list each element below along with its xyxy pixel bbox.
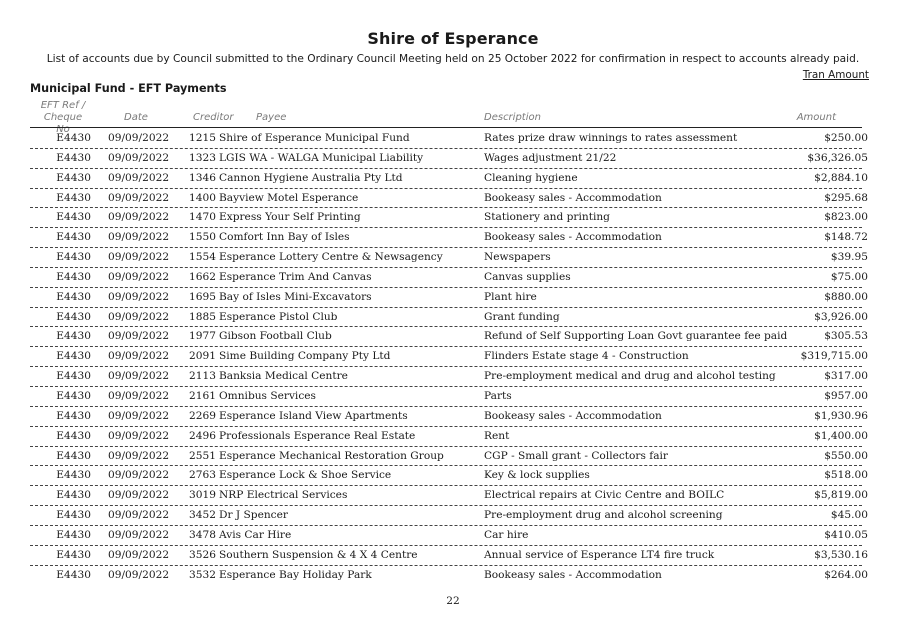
row-date: 09/09/2022 [108, 429, 170, 442]
row-description: Plant hire [484, 290, 537, 303]
row-amount: $45.00 [830, 509, 868, 522]
row-ref: E4430 [56, 509, 91, 522]
row-description: Pre-employment medical and drug and alcohol testing [484, 370, 776, 383]
row-creditor: 1323 [189, 151, 216, 164]
header-rule [30, 127, 862, 128]
row-payee: Express Your Self Printing [219, 211, 361, 224]
row-creditor: 1400 [189, 191, 216, 204]
table-row [0, 566, 906, 586]
table-row [0, 327, 906, 347]
row-date: 09/09/2022 [108, 509, 170, 522]
row-amount: $823.00 [824, 211, 868, 224]
row-date: 09/09/2022 [108, 330, 170, 343]
row-ref: E4430 [56, 370, 91, 383]
row-date: 09/09/2022 [108, 370, 170, 383]
row-description: Cleaning hygiene [484, 171, 578, 184]
column-header-payee: Payee [256, 112, 287, 123]
row-payee: Shire of Esperance Municipal Fund [219, 132, 410, 144]
row-creditor: 1885 [189, 310, 216, 323]
row-date: 09/09/2022 [108, 489, 170, 502]
row-ref: E4430 [56, 350, 91, 363]
tran-amount-label: Tran Amount [802, 69, 869, 81]
row-ref: E4430 [56, 449, 91, 462]
row-ref: E4430 [56, 568, 91, 581]
row-date: 09/09/2022 [108, 528, 170, 541]
row-date: 09/09/2022 [108, 568, 170, 581]
row-date: 09/09/2022 [108, 409, 170, 422]
row-amount: $39.95 [830, 251, 868, 264]
payments-table [0, 129, 906, 585]
row-payee: Bayview Motel Esperance [219, 191, 359, 204]
row-date: 09/09/2022 [108, 270, 170, 283]
row-creditor: 3452 [189, 509, 216, 522]
column-header-ref-line1: EFT Ref / [40, 100, 86, 111]
row-date: 09/09/2022 [108, 191, 170, 204]
row-date: 09/09/2022 [108, 290, 170, 303]
row-description: Bookeasy sales - Accommodation [484, 231, 662, 244]
row-description: Annual service of Esperance LT4 fire truck [484, 548, 715, 561]
row-description: Parts [484, 389, 512, 402]
row-ref: E4430 [56, 469, 91, 482]
document-subtitle: List of accounts due by Council submitted to the Ordinary Council Meeting held on 25 October 2022 for confirmation in respect to accounts already paid. [46, 53, 860, 65]
row-ref: E4430 [56, 132, 91, 144]
row-ref: E4430 [56, 171, 91, 184]
section-title: Municipal Fund - EFT Payments [30, 82, 227, 95]
row-amount: $305.53 [824, 330, 868, 343]
row-description: Refund of Self Supporting Loan Govt guarantee fee paid [484, 330, 788, 343]
row-creditor: 1695 [189, 290, 216, 303]
page-number: 22 [446, 595, 460, 607]
row-ref: E4430 [56, 528, 91, 541]
table-row [0, 129, 906, 149]
row-amount: $1,400.00 [814, 429, 868, 442]
row-ref: E4430 [56, 270, 91, 283]
row-description: Canvas supplies [484, 270, 571, 283]
row-amount: $75.00 [830, 270, 868, 283]
row-payee: Avis Car Hire [219, 528, 292, 541]
row-description: Flinders Estate stage 4 - Construction [484, 350, 689, 363]
row-payee: Esperance Mechanical Restoration Group [219, 449, 444, 462]
table-row [0, 169, 906, 189]
row-payee: Omnibus Services [219, 389, 316, 402]
row-creditor: 1554 [189, 251, 216, 264]
row-creditor: 3532 [189, 568, 216, 581]
row-ref: E4430 [56, 489, 91, 502]
row-creditor: 3478 [189, 528, 216, 541]
row-amount: $1,930.96 [814, 409, 868, 422]
table-row [0, 208, 906, 228]
row-ref: E4430 [56, 389, 91, 402]
row-amount: $550.00 [824, 449, 868, 462]
row-description: Bookeasy sales - Accommodation [484, 568, 662, 581]
table-row [0, 189, 906, 209]
row-description: Pre-employment drug and alcohol screening [484, 509, 723, 522]
column-header-amount: Amount [796, 112, 836, 123]
table-row [0, 486, 906, 506]
row-payee: Professionals Esperance Real Estate [219, 429, 416, 442]
table-row [0, 387, 906, 407]
table-row [0, 308, 906, 328]
row-ref: E4430 [56, 429, 91, 442]
table-row [0, 367, 906, 387]
row-amount: $410.05 [824, 528, 868, 541]
row-date: 09/09/2022 [108, 151, 170, 164]
row-description: Bookeasy sales - Accommodation [484, 191, 662, 204]
row-description: Electrical repairs at Civic Centre and BOILC [484, 489, 725, 502]
row-amount: $319,715.00 [800, 350, 868, 363]
table-row [0, 347, 906, 367]
row-creditor: 1470 [189, 211, 216, 224]
table-row [0, 248, 906, 268]
row-ref: E4430 [56, 251, 91, 264]
row-description: Car hire [484, 528, 529, 541]
row-ref: E4430 [56, 409, 91, 422]
table-row [0, 447, 906, 467]
row-payee: Esperance Island View Apartments [219, 409, 408, 422]
column-header-creditor: Creditor [193, 112, 234, 123]
table-row [0, 546, 906, 566]
row-payee: Bay of Isles Mini-Excavators [219, 290, 372, 303]
row-ref: E4430 [56, 548, 91, 561]
row-amount: $250.00 [824, 132, 868, 144]
table-row [0, 506, 906, 526]
row-date: 09/09/2022 [108, 171, 170, 184]
row-creditor: 2269 [189, 409, 216, 422]
row-payee: Comfort Inn Bay of Isles [219, 231, 350, 244]
row-payee: NRP Electrical Services [219, 489, 348, 502]
row-amount: $3,926.00 [814, 310, 868, 323]
row-ref: E4430 [56, 290, 91, 303]
document-title: Shire of Esperance [367, 29, 539, 48]
row-payee: Dr J Spencer [219, 509, 288, 522]
row-payee: Esperance Pistol Club [219, 310, 338, 323]
row-creditor: 1550 [189, 231, 216, 244]
row-creditor: 1346 [189, 171, 216, 184]
row-payee: Esperance Lottery Centre & Newsagency [219, 251, 443, 264]
row-payee: Esperance Bay Holiday Park [219, 568, 372, 581]
row-amount: $36,326.05 [807, 151, 868, 164]
row-date: 09/09/2022 [108, 211, 170, 224]
row-description: Newspapers [484, 251, 551, 264]
table-row [0, 466, 906, 486]
row-ref: E4430 [56, 330, 91, 343]
table-row [0, 288, 906, 308]
row-creditor: 2091 [189, 350, 216, 363]
table-row [0, 407, 906, 427]
table-row [0, 228, 906, 248]
column-header-date: Date [124, 112, 148, 123]
row-description: Key & lock supplies [484, 469, 590, 482]
row-creditor: 3526 [189, 548, 216, 561]
table-row [0, 427, 906, 447]
table-row [0, 149, 906, 169]
row-date: 09/09/2022 [108, 548, 170, 561]
row-payee: Cannon Hygiene Australia Pty Ltd [219, 171, 403, 184]
row-date: 09/09/2022 [108, 449, 170, 462]
column-header-description: Description [484, 112, 541, 123]
row-date: 09/09/2022 [108, 469, 170, 482]
row-payee: Gibson Football Club [219, 330, 332, 343]
row-creditor: 3019 [189, 489, 216, 502]
row-creditor: 2161 [189, 389, 216, 402]
row-creditor: 1977 [189, 330, 216, 343]
row-payee: Esperance Lock & Shoe Service [219, 469, 392, 482]
row-creditor: 1215 [189, 132, 216, 144]
row-payee: Banksia Medical Centre [219, 370, 348, 383]
row-ref: E4430 [56, 191, 91, 204]
row-description: Rates prize draw winnings to rates assessment [484, 132, 738, 144]
row-creditor: 1662 [189, 270, 216, 283]
row-description: Grant funding [484, 310, 560, 323]
row-date: 09/09/2022 [108, 389, 170, 402]
row-date: 09/09/2022 [108, 132, 170, 144]
row-description: Wages adjustment 21/22 [484, 151, 617, 164]
table-row [0, 526, 906, 546]
row-amount: $3,530.16 [814, 548, 868, 561]
row-ref: E4430 [56, 310, 91, 323]
row-creditor: 2113 [189, 370, 216, 383]
row-payee: LGIS WA - WALGA Municipal Liability [219, 151, 424, 164]
row-description: CGP - Small grant - Collectors fair [484, 449, 668, 462]
row-amount: $2,884.10 [814, 171, 868, 184]
row-amount: $317.00 [824, 370, 868, 383]
row-payee: Southern Suspension & 4 X 4 Centre [219, 548, 418, 561]
row-date: 09/09/2022 [108, 350, 170, 363]
row-amount: $148.72 [824, 231, 868, 244]
row-date: 09/09/2022 [108, 251, 170, 264]
row-amount: $518.00 [824, 469, 868, 482]
row-creditor: 2496 [189, 429, 216, 442]
row-ref: E4430 [56, 231, 91, 244]
row-payee: Sime Building Company Pty Ltd [219, 350, 391, 363]
row-creditor: 2763 [189, 469, 216, 482]
row-payee: Esperance Trim And Canvas [219, 270, 372, 283]
row-description: Stationery and printing [484, 211, 610, 224]
row-amount: $880.00 [824, 290, 868, 303]
row-description: Rent [484, 429, 510, 442]
row-ref: E4430 [56, 151, 91, 164]
row-ref: E4430 [56, 211, 91, 224]
row-date: 09/09/2022 [108, 231, 170, 244]
row-amount: $5,819.00 [814, 489, 868, 502]
row-amount: $957.00 [824, 389, 868, 402]
row-date: 09/09/2022 [108, 310, 170, 323]
table-row [0, 268, 906, 288]
row-description: Bookeasy sales - Accommodation [484, 409, 662, 422]
row-creditor: 2551 [189, 449, 216, 462]
column-header-ref-line2: Cheque No [43, 112, 83, 135]
row-amount: $264.00 [824, 568, 868, 581]
row-amount: $295.68 [824, 191, 868, 204]
